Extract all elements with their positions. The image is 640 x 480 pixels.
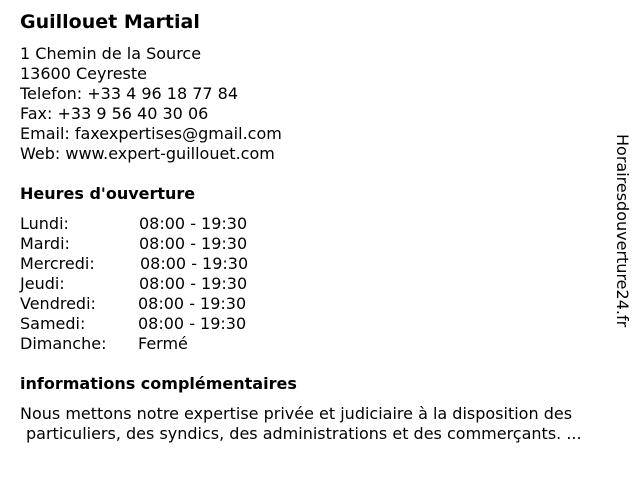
info-line-1: Nous mettons notre expertise privée et judiciaire à la disposition des [20, 404, 573, 423]
day-label: Lundi: [20, 214, 69, 233]
time-value: 08:00 - 19:30 [138, 314, 247, 333]
city-postcode: 13600 Ceyreste [20, 64, 147, 83]
fax-number: Fax: +33 9 56 40 30 06 [20, 104, 209, 123]
time-value: 08:00 - 19:30 [139, 214, 248, 233]
info-heading: informations complémentaires [20, 374, 297, 393]
hours-heading: Heures d'ouverture [20, 184, 196, 203]
email-address: Email: faxexpertises@gmail.com [20, 124, 282, 143]
business-name: Guillouet Martial [20, 11, 200, 33]
day-label: Jeudi: [20, 274, 65, 293]
day-label: Samedi: [20, 314, 86, 333]
street-address: 1 Chemin de la Source [20, 44, 202, 63]
time-value: 08:00 - 19:30 [138, 294, 247, 313]
site-watermark: Horairesdouverture24.fr [613, 134, 632, 328]
phone-number: Telefon: +33 4 96 18 77 84 [20, 84, 239, 103]
day-label: Mercredi: [20, 254, 95, 273]
info-description [20, 404, 630, 444]
day-label: Mardi: [20, 234, 70, 253]
info-line-2: particuliers, des syndics, des administrations et des commerçants. ... [26, 424, 582, 443]
contact-block [20, 44, 282, 164]
time-value: 08:00 - 19:30 [140, 254, 249, 273]
time-value: 08:00 - 19:30 [139, 234, 248, 253]
day-label: Dimanche: [20, 334, 107, 353]
time-value: Fermé [138, 334, 188, 353]
time-value: 08:00 - 19:30 [139, 274, 248, 293]
day-label: Vendredi: [20, 294, 96, 313]
website-url: Web: www.expert-guillouet.com [20, 144, 275, 163]
